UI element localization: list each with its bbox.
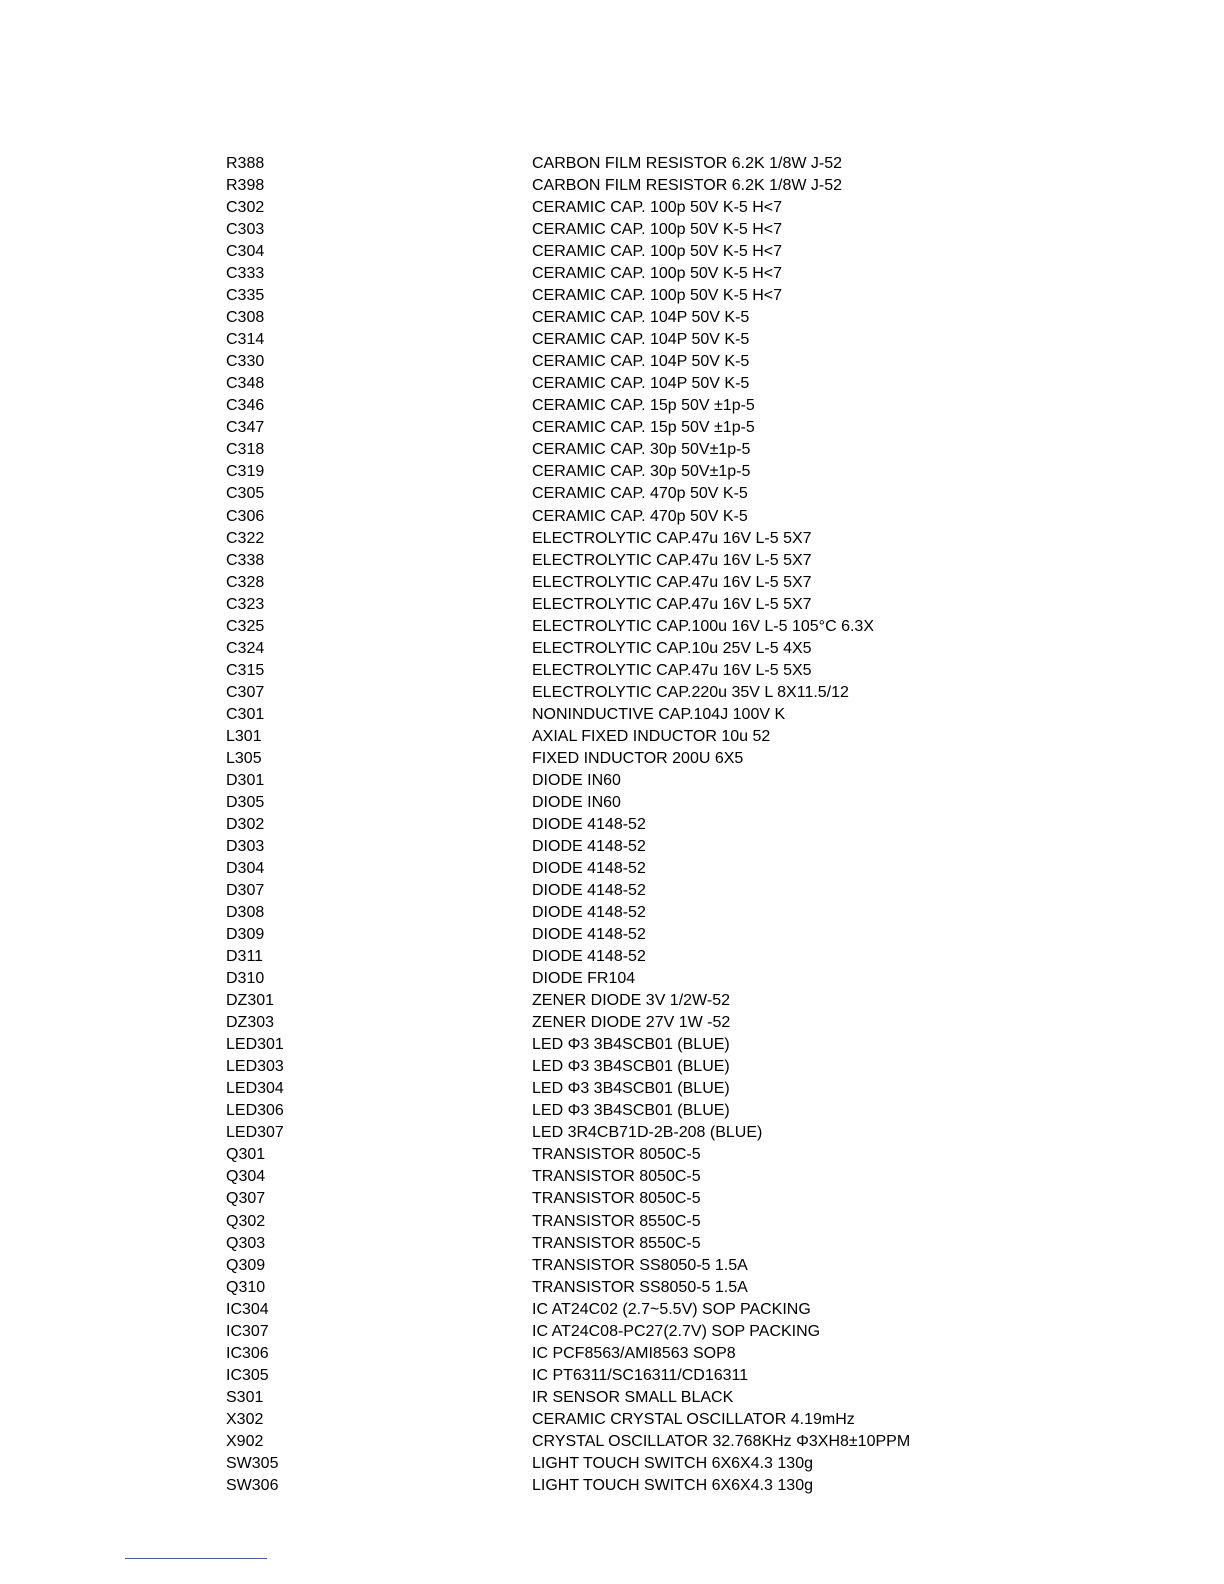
part-description: ELECTROLYTIC CAP.47u 16V L-5 5X7 [532,551,812,569]
part-row [226,924,1126,946]
part-row [226,1321,1126,1343]
part-reference: Q309 [226,1256,266,1274]
part-reference: Q310 [226,1278,266,1296]
part-reference: C306 [226,507,265,525]
part-description: CERAMIC CAP. 100p 50V K-5 H<7 [532,199,783,217]
part-row [226,968,1126,990]
part-reference: C314 [226,331,265,349]
part-row [226,1012,1126,1034]
part-row [226,417,1126,439]
part-reference: SW306 [226,1476,279,1494]
part-description: CERAMIC CAP. 100p 50V K-5 H<7 [532,287,783,305]
part-row [226,461,1126,483]
part-row [226,395,1126,417]
part-reference: C324 [226,639,265,657]
part-description: LED 3R4CB71D-2B-208 (BLUE) [532,1124,763,1142]
part-reference: C322 [226,529,265,547]
part-row [226,1122,1126,1144]
part-description: DIODE 4148-52 [532,926,646,944]
part-description: ELECTROLYTIC CAP.100u 16V L-5 105°C 6.3X [532,617,874,635]
part-reference: C308 [226,309,265,327]
part-description: ELECTROLYTIC CAP.47u 16V L-5 5X7 [532,573,812,591]
part-row [226,1299,1126,1321]
part-row [226,1056,1126,1078]
part-description: ELECTROLYTIC CAP.47u 16V L-5 5X5 [532,661,812,679]
part-reference: LED306 [226,1102,284,1120]
part-row [226,153,1126,175]
part-description: IC AT24C08-PC27(2.7V) SOP PACKING [532,1322,821,1340]
part-description: TRANSISTOR 8050C-5 [532,1146,701,1164]
part-reference: C330 [226,353,265,371]
part-row [226,1431,1126,1453]
part-row [226,373,1126,395]
part-reference: SW305 [226,1454,279,1472]
part-reference: C301 [226,705,265,723]
part-row [226,638,1126,660]
part-row [226,836,1126,858]
part-description: TRANSISTOR SS8050-5 1.5A [532,1278,748,1296]
part-row [226,219,1126,241]
part-reference: LED307 [226,1124,284,1142]
part-description: CERAMIC CAP. 100p 50V K-5 H<7 [532,221,783,239]
part-description: LED Φ3 3B4SCB01 (BLUE) [532,1080,730,1098]
part-description: CARBON FILM RESISTOR 6.2K 1/8W J-52 [532,177,843,195]
part-reference: X902 [226,1432,264,1450]
part-reference: IC304 [226,1300,269,1318]
part-description: CERAMIC CAP. 470p 50V K-5 [532,507,748,525]
part-row [226,506,1126,528]
part-reference: Q302 [226,1212,266,1230]
part-reference: R388 [226,155,265,172]
part-description: CERAMIC CRYSTAL OSCILLATOR 4.19mHz [532,1410,855,1428]
part-reference: D305 [226,793,265,811]
part-reference: Q307 [226,1190,266,1208]
part-row [226,1233,1126,1255]
part-description: TRANSISTOR 8550C-5 [532,1212,701,1230]
part-row [226,990,1126,1012]
part-reference: D307 [226,882,265,900]
part-row [226,483,1126,505]
part-reference: L305 [226,749,262,767]
part-description: CERAMIC CAP. 104P 50V K-5 [532,309,750,327]
part-row [226,550,1126,572]
part-description: IR SENSOR SMALL BLACK [532,1388,734,1406]
part-row [226,748,1126,770]
part-reference: C305 [226,485,265,503]
part-reference: C302 [226,199,265,217]
part-row [226,616,1126,638]
part-reference: D310 [226,970,265,988]
part-description: IC PT6311/SC16311/CD16311 [532,1366,749,1384]
part-description: LIGHT TOUCH SWITCH 6X6X4.3 130g [532,1476,813,1494]
part-reference: LED301 [226,1036,284,1054]
part-row [226,726,1126,748]
part-row [226,1365,1126,1387]
part-description: ZENER DIODE 27V 1W -52 [532,1014,731,1032]
part-row [226,1453,1126,1475]
part-reference: DZ303 [226,1014,275,1032]
part-reference: C325 [226,617,265,635]
part-description: CERAMIC CAP. 30p 50V±1p-5 [532,463,751,481]
part-description: LED Φ3 3B4SCB01 (BLUE) [532,1102,730,1120]
part-row [226,1387,1126,1409]
part-description: DIODE 4148-52 [532,815,646,833]
part-reference: D311 [226,948,264,966]
part-reference: IC307 [226,1322,269,1340]
part-row [226,572,1126,594]
part-description: CRYSTAL OSCILLATOR 32.768KHz Φ3XH8±10PPM [532,1432,911,1450]
part-reference: C328 [226,573,265,591]
part-description: DIODE 4148-52 [532,904,646,922]
part-description: CERAMIC CAP. 15p 50V ±1p-5 [532,397,755,415]
part-reference: D301 [226,771,265,789]
part-row [226,351,1126,373]
part-row [226,1034,1126,1056]
part-description: IC PCF8563/AMI8563 SOP8 [532,1344,736,1362]
part-reference: R398 [226,177,265,195]
part-description: TRANSISTOR 8050C-5 [532,1190,701,1208]
part-row [226,1277,1126,1299]
part-description: DIODE IN60 [532,793,621,811]
part-description: DIODE IN60 [532,771,621,789]
part-row [226,814,1126,836]
part-row [226,241,1126,263]
part-reference: C338 [226,551,265,569]
part-reference: Q301 [226,1146,266,1164]
parts-list [226,153,1126,1497]
part-description: ELECTROLYTIC CAP.47u 16V L-5 5X7 [532,595,812,613]
part-description: LED Φ3 3B4SCB01 (BLUE) [532,1058,730,1076]
part-description: CERAMIC CAP. 470p 50V K-5 [532,485,748,503]
part-description: CERAMIC CAP. 30p 50V±1p-5 [532,441,751,459]
part-row [226,770,1126,792]
part-description: CERAMIC CAP. 100p 50V K-5 H<7 [532,265,783,283]
part-reference: C307 [226,683,265,701]
part-description: CERAMIC CAP. 104P 50V K-5 [532,331,750,349]
part-row [226,285,1126,307]
part-description: ELECTROLYTIC CAP.220u 35V L 8X11.5/12 [532,683,849,701]
part-description: CARBON FILM RESISTOR 6.2K 1/8W J-52 [532,155,843,172]
part-description: TRANSISTOR 8550C-5 [532,1234,701,1252]
part-row [226,1475,1126,1497]
part-description: ELECTROLYTIC CAP.47u 16V L-5 5X7 [532,529,812,547]
part-description: DIODE FR104 [532,970,636,988]
part-reference: C318 [226,441,265,459]
part-row [226,660,1126,682]
part-row [226,1409,1126,1431]
part-reference: X302 [226,1410,264,1428]
part-row [226,197,1126,219]
part-row [226,1255,1126,1277]
part-reference: D309 [226,926,265,944]
part-row [226,1100,1126,1122]
part-description: TRANSISTOR SS8050-5 1.5A [532,1256,748,1274]
part-row [226,329,1126,351]
part-description: DIODE 4148-52 [532,860,646,877]
part-reference: LED304 [226,1080,284,1098]
part-row [226,858,1126,880]
part-row [226,1188,1126,1210]
part-row [226,1211,1126,1233]
part-row [226,682,1126,704]
part-reference: C319 [226,463,265,481]
part-row [226,439,1126,461]
part-reference: S301 [226,1388,264,1406]
part-row [226,528,1126,550]
part-row [226,880,1126,902]
part-description: ELECTROLYTIC CAP.10u 25V L-5 4X5 [532,639,812,657]
part-reference: D308 [226,904,265,922]
part-reference: DZ301 [226,992,275,1010]
part-description: LIGHT TOUCH SWITCH 6X6X4.3 130g [532,1454,813,1472]
part-description: LED Φ3 3B4SCB01 (BLUE) [532,1036,730,1054]
part-row [226,1078,1126,1100]
part-description: DIODE 4148-52 [532,948,646,966]
part-description: TRANSISTOR 8050C-5 [532,1168,701,1186]
part-row [226,175,1126,197]
part-description: CERAMIC CAP. 15p 50V ±1p-5 [532,419,755,437]
part-reference: D303 [226,837,265,855]
part-reference: C348 [226,375,265,393]
part-description: CERAMIC CAP. 104P 50V K-5 [532,353,750,371]
part-reference: IC306 [226,1344,269,1362]
part-description: IC AT24C02 (2.7~5.5V) SOP PACKING [532,1300,811,1318]
part-reference: C323 [226,595,265,613]
part-description: NONINDUCTIVE CAP.104J 100V K [532,705,786,723]
part-reference: C304 [226,243,265,261]
part-row [226,263,1126,285]
part-description: AXIAL FIXED INDUCTOR 10u 52 [532,727,771,745]
part-description: DIODE 4148-52 [532,882,646,900]
part-reference: L301 [226,727,262,745]
part-row [226,704,1126,726]
part-reference: C347 [226,419,265,437]
part-reference: C303 [226,221,265,239]
part-reference: C315 [226,661,265,679]
part-row [226,1144,1126,1166]
footnote-divider [125,1558,267,1559]
part-description: ZENER DIODE 3V 1/2W-52 [532,992,730,1010]
part-reference: IC305 [226,1366,269,1384]
part-description: CERAMIC CAP. 100p 50V K-5 H<7 [532,243,783,261]
part-reference: LED303 [226,1058,284,1076]
part-row [226,307,1126,329]
part-row [226,1343,1126,1365]
part-reference: C333 [226,265,265,283]
part-reference: D302 [226,815,265,833]
part-row [226,946,1126,968]
part-reference: C346 [226,397,265,415]
part-row [226,594,1126,616]
part-row [226,792,1126,814]
part-reference: D304 [226,860,265,877]
part-description: CERAMIC CAP. 104P 50V K-5 [532,375,750,393]
part-reference: C335 [226,287,265,305]
part-reference: Q304 [226,1168,266,1186]
part-row [226,1166,1126,1188]
part-row [226,902,1126,924]
part-description: FIXED INDUCTOR 200U 6X5 [532,749,744,767]
part-description: DIODE 4148-52 [532,837,646,855]
part-reference: Q303 [226,1234,266,1252]
